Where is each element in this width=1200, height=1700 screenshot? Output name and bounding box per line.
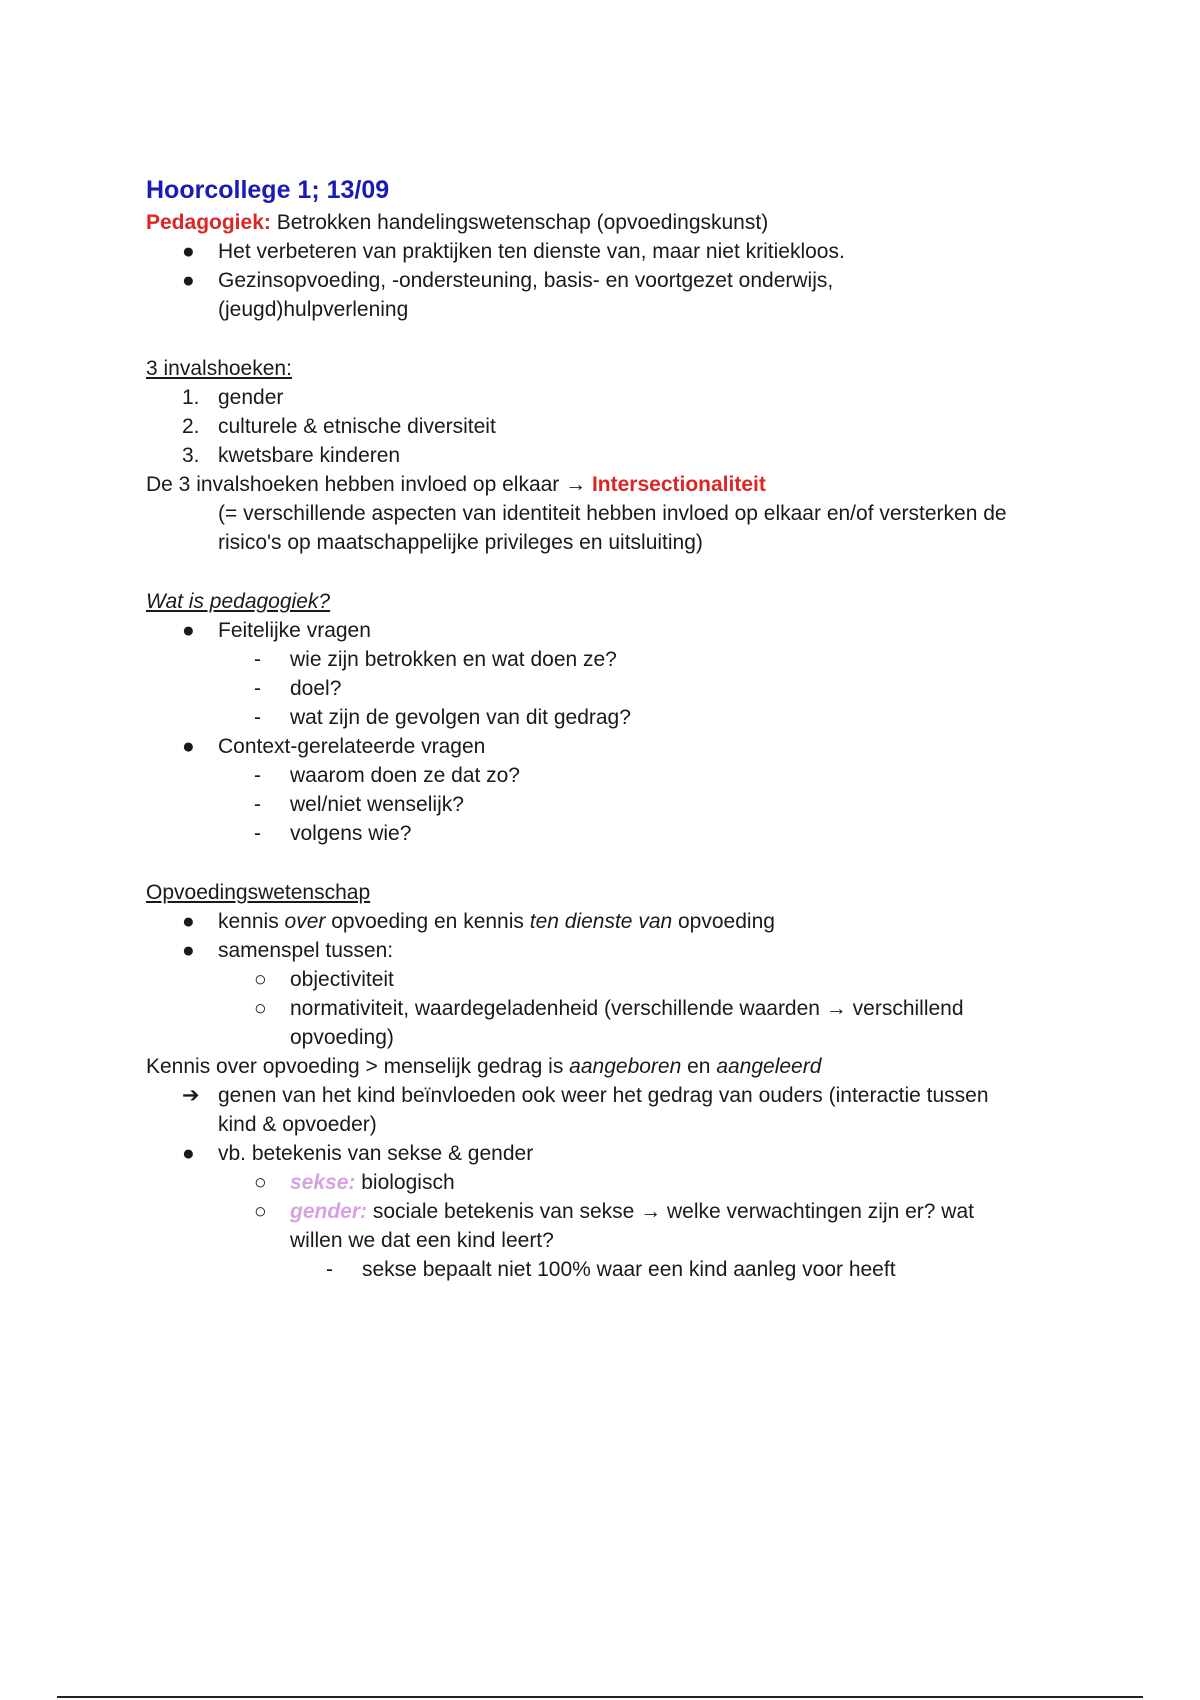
list-item-continuation: (jeugd)hulpverlening xyxy=(218,298,409,321)
dash-icon: - xyxy=(254,822,261,845)
term-gender: gender: xyxy=(290,1200,368,1223)
term-intersectionaliteit: Intersectionaliteit xyxy=(591,473,766,496)
sub-sub-list-item: - sekse bepaalt niet 100% waar een kind aanleg voor heeft xyxy=(146,1255,1066,1284)
list-item: ● vb. betekenis van sekse & gender xyxy=(146,1139,1066,1168)
arrow-right-icon: ➔ xyxy=(182,1084,200,1107)
footer-divider xyxy=(57,1696,1143,1698)
sub-list-item: - wie zijn betrokken en wat doen ze? xyxy=(146,645,1066,674)
sub-list-item: ○ objectiviteit xyxy=(146,965,1066,994)
sub-list-item: ○ sekse: biologisch xyxy=(146,1168,1066,1197)
list-item-continuation: kind & opvoeder) xyxy=(218,1113,377,1136)
section-heading-opvoedingswetenschap: Opvoedingswetenschap xyxy=(146,881,371,904)
list-item: ● kennis over opvoeding en kennis ten dienste van opvoeding xyxy=(146,907,1066,936)
list-item-continuation: willen we dat een kind leert? xyxy=(290,1229,554,1252)
dash-icon: - xyxy=(254,764,261,787)
sub-list-item: - wat zijn de gevolgen van dit gedrag? xyxy=(146,703,1066,732)
numbered-item: 2. culturele & etnische diversiteit xyxy=(182,415,496,438)
dash-icon: - xyxy=(254,706,261,729)
explanation-line: risico's op maatschappelijke privileges en uitsluiting) xyxy=(218,531,703,554)
definition-text: Betrokken handelingswetenschap (opvoedingskunst) xyxy=(270,211,769,234)
dash-icon: - xyxy=(254,793,261,816)
circle-bullet-icon: ○ xyxy=(254,1200,267,1223)
section-heading-invalshoeken: 3 invalshoeken: xyxy=(146,357,292,380)
document-page xyxy=(146,172,1066,1284)
numbered-item: 1. gender xyxy=(182,386,284,409)
dash-icon: - xyxy=(254,677,261,700)
sub-list-item: ○ gender: sociale betekenis van sekse → welke verwachtingen zijn er? wat xyxy=(146,1197,1066,1226)
sub-list-item: - volgens wie? xyxy=(146,819,1066,848)
bullet-icon: ● xyxy=(182,1142,195,1165)
page-title: Hoorcollege 1; 13/09 xyxy=(146,176,390,204)
circle-bullet-icon: ○ xyxy=(254,968,267,991)
explanation-line: (= verschillende aspecten van identiteit hebben invloed op elkaar en/of versterken de xyxy=(218,502,1007,525)
dash-icon: - xyxy=(254,648,261,671)
sub-list-item: - waarom doen ze dat zo? xyxy=(146,761,1066,790)
list-item: ● Context-gerelateerde vragen xyxy=(146,732,1066,761)
list-item: ● samenspel tussen: xyxy=(146,936,1066,965)
sub-list-item: - wel/niet wenselijk? xyxy=(146,790,1066,819)
sub-list-item: ○ normativiteit, waardegeladenheid (verschillende waarden → verschillend xyxy=(146,994,1066,1023)
bullet-icon: ● xyxy=(182,619,195,642)
section-heading-wat-is: Wat is pedagogiek? xyxy=(146,590,331,613)
numbered-item: 3. kwetsbare kinderen xyxy=(182,444,401,467)
term-sekse: sekse: xyxy=(290,1171,356,1194)
bullet-icon: ● xyxy=(182,939,195,962)
bullet-icon: ● xyxy=(182,240,195,263)
sub-list-item: - doel? xyxy=(146,674,1066,703)
relation-line: De 3 invalshoeken hebben invloed op elkaar → Intersectionaliteit xyxy=(146,473,766,496)
definition-line xyxy=(146,208,1066,237)
arrow-item: ➔ genen van het kind beïnvloeden ook weer het gedrag van ouders (interactie tussen xyxy=(146,1081,1066,1110)
kennis-line: Kennis over opvoeding > menselijk gedrag is aangeboren en aangeleerd xyxy=(146,1055,822,1078)
bullet-icon: ● xyxy=(182,735,195,758)
bullet-icon: ● xyxy=(182,269,195,292)
circle-bullet-icon: ○ xyxy=(254,1171,267,1194)
list-item: ● Feitelijke vragen xyxy=(146,616,1066,645)
circle-bullet-icon: ○ xyxy=(254,997,267,1020)
bullet-icon: ● xyxy=(182,910,195,933)
dash-icon: - xyxy=(326,1258,333,1281)
list-item: ● Gezinsopvoeding, -ondersteuning, basis- en voortgezet onderwijs, xyxy=(146,266,1066,295)
term-pedagogiek: Pedagogiek: xyxy=(146,211,271,234)
list-item: ● Het verbeteren van praktijken ten dienste van, maar niet kritiekloos. xyxy=(146,237,1066,266)
list-item-continuation: opvoeding) xyxy=(290,1026,394,1049)
